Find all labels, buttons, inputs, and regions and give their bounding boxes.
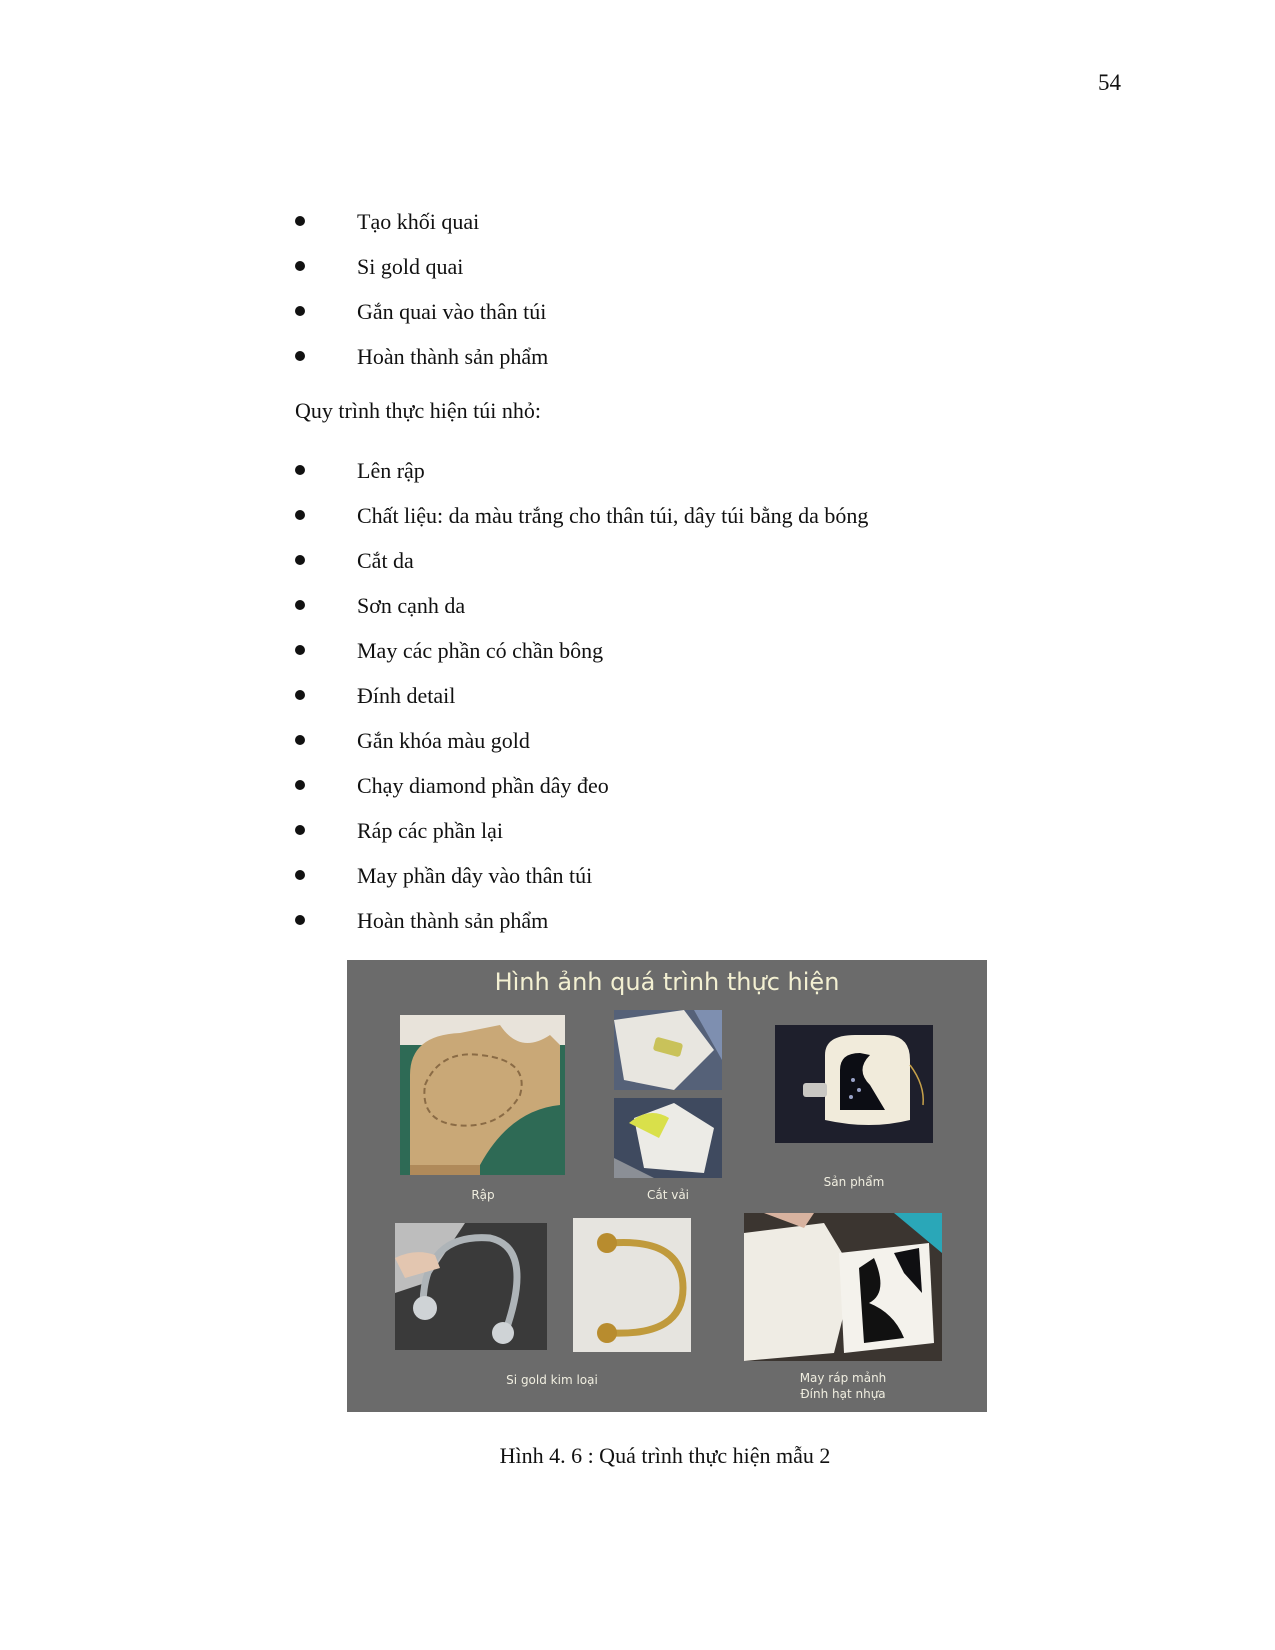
list-item: Si gold quai [295,244,1095,289]
caption-si-gold: Si gold kim loại [506,1373,598,1387]
list-item: Lên rập [295,448,1095,493]
section-heading: Quy trình thực hiện túi nhỏ: [295,398,541,423]
list-item: Sơn cạnh da [295,583,1095,628]
list-item: Đính detail [295,673,1095,718]
small-bag-steps-list [295,448,1095,943]
caption-may-rap-line2: Đính hạt nhựa [800,1387,886,1401]
bullet-icon [295,600,305,610]
bullet-icon [295,465,305,475]
process-figure [347,960,987,1412]
list-item: Gắn quai vào thân túi [295,289,1095,334]
figure-title: Hình ảnh quá trình thực hiện [494,968,840,996]
bullet-icon [295,915,305,925]
caption-san-pham: Sản phẩm [823,1175,885,1189]
silver-handle-photo [395,1223,547,1350]
bullet-icon [295,555,305,565]
list-item: May các phần có chần bông [295,628,1095,673]
list-item: Gắn khóa màu gold [295,718,1095,763]
list-item: Tạo khối quai [295,199,1095,244]
bullet-icon [295,825,305,835]
list-item: Ráp các phần lại [295,808,1095,853]
list-item: Hoàn thành sản phẩm [295,898,1095,943]
bullet-icon [295,780,305,790]
assembly-photo [744,1213,942,1361]
list-item: Cắt da [295,538,1095,583]
bullet-icon [295,306,305,316]
figure-caption: Hình 4. 6 : Quá trình thực hiện mẫu 2 [499,1443,831,1468]
product-photo [775,1025,933,1143]
bullet-icon [295,645,305,655]
fabric-photo-bottom [614,1098,722,1178]
pattern-photo [400,1015,565,1175]
gold-handle-photo [573,1218,691,1352]
bullet-icon [295,261,305,271]
caption-may-rap-line1: May ráp mảnh [799,1371,887,1385]
bullet-icon [295,870,305,880]
caption-may-rap [773,1370,913,1402]
caption-cat-vai: Cắt vải [646,1188,690,1202]
page-number: 54 [1098,70,1121,95]
fabric-photo-top [614,1010,722,1090]
bullet-icon [295,690,305,700]
bullet-icon [295,216,305,226]
bullet-icon [295,735,305,745]
handle-steps-list [295,199,1095,379]
caption-rap: Rập [471,1188,495,1202]
list-item: Hoàn thành sản phẩm [295,334,1095,379]
bullet-icon [295,510,305,520]
list-item: May phần dây vào thân túi [295,853,1095,898]
list-item: Chất liệu: da màu trắng cho thân túi, dây túi bằng da bóng [295,493,1095,538]
bullet-icon [295,351,305,361]
list-item: Chạy diamond phần dây đeo [295,763,1095,808]
